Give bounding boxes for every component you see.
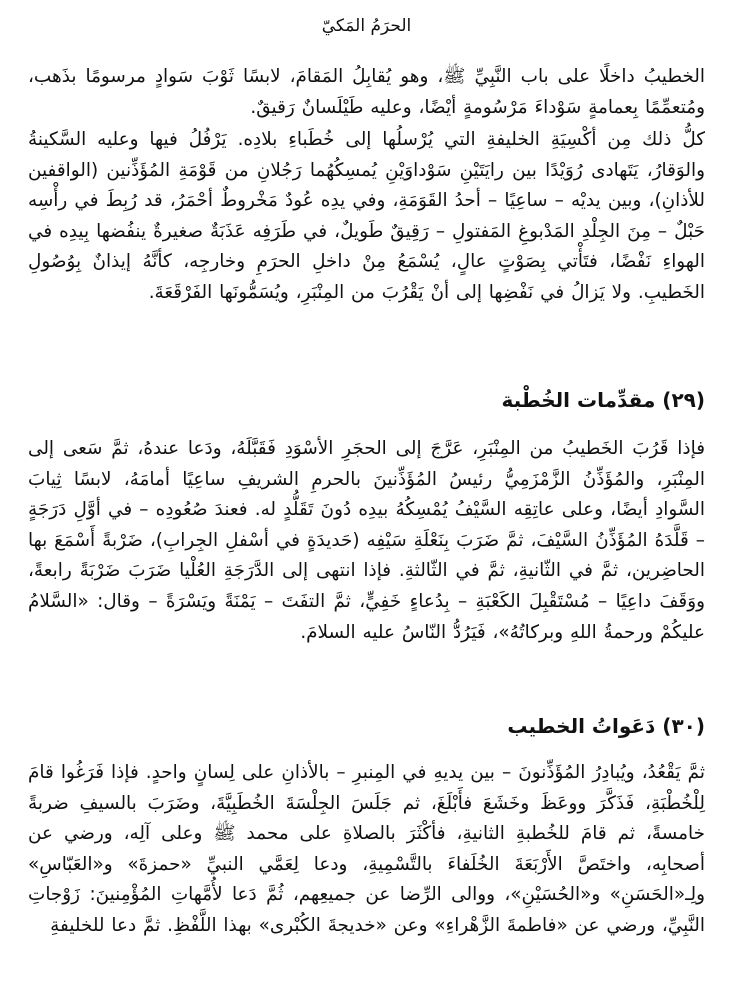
section-29-paragraph: فإذا قَرُبَ الخَطيبُ من المِنْبَرِ، عَرَّجَ إلى الحجَرِ الأسْوَدِ فَقَبَّلَهُ، ودَعا عندهُ، ثمَّ سَعى إلى المِنْبَرِ، والمُؤَذِّنُ الزَّمْزَمِيُّ رئيسُ المُؤَذِّنينَ بالحرمِ الشريفِ ساعِيًا أمامَهُ، لابسًا ثِيابَ السَّوادِ أيضًا، وعلى عاتِقِه السَّيْفُ يُمْسِكُهُ بيدِه دُونَ تَقَلُّدٍ له. فعندَ صُعُودِه – في أوَّلِ دَرَجَةٍ – قَلَّدَهُ المُؤَذِّنُ السَّيْفَ، ثمَّ ضَرَبَ بِنَعْلَةِ سَيْفِه (حَديدَةٍ في أسْفلِ الجِرابِ)، ضَرْبةً أَسْمَعَ بها الحاضِرين، ثمَّ في الثّانيةِ، ثمَّ في الثّالثةِ. فإذا انتهى إلى الدَّرَجَةِ العُلْيا ضَرَبَ ضَرْبَةً رابعةً، ووَقَفَ داعِيًا – مُسْتَقْبِلَ الكَعْبَةِ – بِدُعاءٍ خَفِيٍّ، ثمَّ التفَتَ – يَمْنَةً ويَسْرَةً – وقال: «السَّلامُ عليكُمْ ورحمةُ اللهِ وبركاتُهُ»، فَيَرُدُّ النّاسُ عليه السلامَ. — [28, 438, 705, 643]
book-page — [28, 0, 705, 1000]
intro-paragraph-1: الخطيبُ داخلًا على باب النَّبِيِّ ﷺ، وهو يُقابِلُ المَقامَ، لابسًا ثَوْبَ سَوادٍ مرسومًا بذَهب، ومُتعمِّمًا بِعمامةٍ سَوْداءَ مَرْسُومةٍ أيْضًا، وعليه طَيْلَسانٌ رَقيقٌ. — [28, 66, 705, 118]
intro-paragraph-2: كلُّ ذلك مِن أكْسِيَةِ الخليفةِ التي يُرْسلُها إلى خُطَباءِ بلادِه. يَرْفُلُ فيها وعليه السَّكينةُ والوَقارُ، يَتَهادى رُوَيْدًا بين رايَتَيْنِ سَوْداوَيْنِ يُمسِكُهُما رَجُلانِ من قَوْمَةِ المُؤَذِّنين (الواقفين للأذانِ)، وبين يديْه – ساعِيًا – أحدُ القَوَمَةِ، وفي يدِه عُودٌ مَخْروطٌ أحْمَرُ، قد رُبِطَ في رأْسِه حَبْلٌ – مِنَ الجِلْدِ المَدْبوغِ المَفتولِ – رَقِيقٌ طَويلٌ، في طَرَفِه عَذَبَةٌ صغيرةٌ ينفُضها بِيدِه في الهواءِ نَفْضًا، فتَأْتي بِصَوْتٍ عالٍ، يُسْمَعُ مِنْ داخلِ الحرَمِ وخارجِه، كأنَّهُ إيذانٌ بِوُصُولِ الخَطيبِ. ولا يَزالُ في نَفْضِها إلى أنْ يَقْرُبَ من المِنْبَرِ، ويُسَمُّونَها الفَرْقَعَةَ. — [28, 129, 705, 303]
section-30-paragraph: ثمَّ يَقْعُدُ، ويُبادِرُ المُؤَذِّنونَ – بين يديهِ في المِنبرِ – بالأذانِ على لِسانٍ واحدٍ. فإذا فَرَغُوا قامَ لِلْخُطْبَةِ، فَذَكَّرَ ووعَظَ وخَشَعَ فأَبْلَغَ، ثم جَلَسَ الجِلْسَةَ الخُطَبِيَّةَ، وضَرَبَ بالسيفِ ضربةً خامسةً، ثم قامَ للخُطبةِ الثانيةِ، فأكْثَرَ بالصلاةِ على محمد ﷺ وعلى آلِه، ورضي عن أصحابِه، واختَصَّ الأَرْبَعَةَ الخُلَفاءَ بالتَّسْمِيةِ، ودعا لِعَمَّي النبيِّ «حمزةَ» و«العَبّاسِ» ولِـ«الحَسَنِ» و«الحُسَيْنِ»، ووالى الرِّضا عن جميعِهم، ثُمَّ دَعا لأُمَّهاتِ المُؤْمِنينَ: زَوْجاتِ النَّبِيِّ، ورضي عن «فاطمةَ الزَّهْراءِ» وعن «خديجةَ الكُبْرى» بهذا اللَّفْظِ. ثمَّ دعا للخليفةِ — [28, 762, 705, 936]
running-header: الحرَمُ المَكيّ — [321, 16, 412, 36]
section-heading-30: (٣٠) دَعَواتُ الخطيب — [507, 714, 705, 738]
section-heading-29: (٢٩) مقدِّمات الخُطْبة — [501, 388, 705, 412]
